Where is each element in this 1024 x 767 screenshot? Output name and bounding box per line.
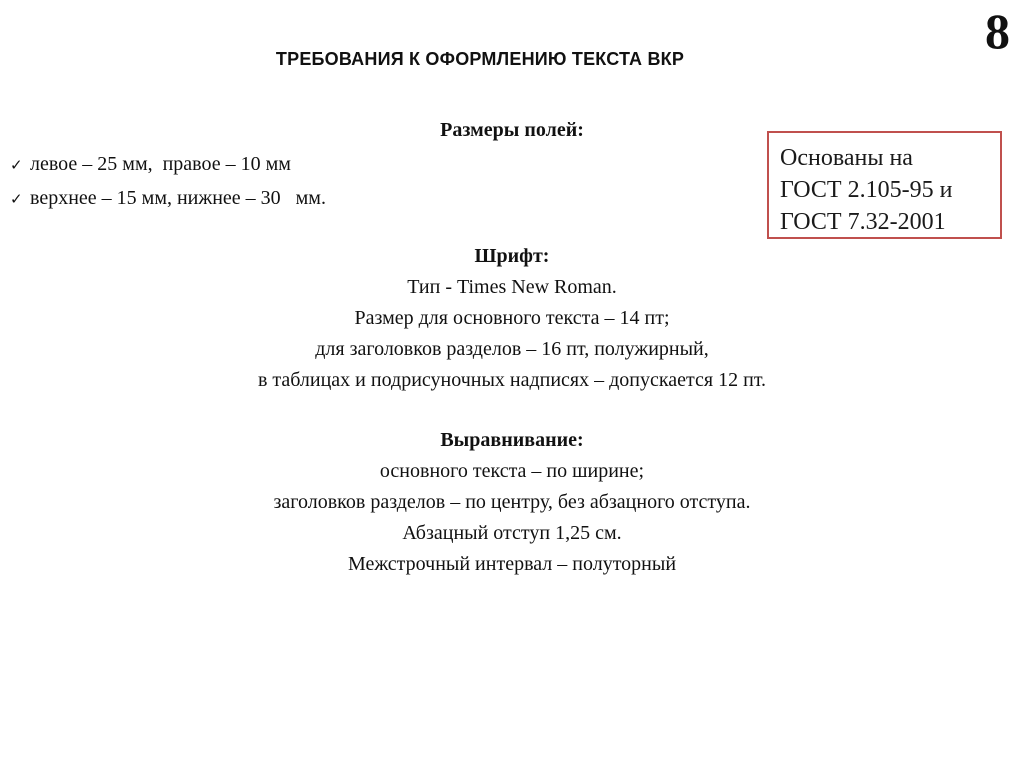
alignment-line: основного текста – по ширине; (379, 460, 645, 482)
page-title: ТРЕБОВАНИЯ К ОФОРМЛЕНИЮ ТЕКСТА ВКР (275, 49, 685, 69)
slide-number: 8 (985, 3, 1010, 59)
alignment-heading: Выравнивание: (440, 429, 584, 451)
gost-reference-box (767, 131, 1002, 239)
font-line: в таблицах и подрисуночных надписях – допускается 12 пт. (257, 369, 767, 391)
gost-box-line: ГОСТ 2.105-95 и (780, 177, 953, 203)
font-line: для заголовков разделов – 16 пт, полужирный, (315, 338, 709, 360)
gost-box-line: ГОСТ 7.32-2001 (780, 209, 946, 235)
list-item (10, 148, 326, 182)
margins-heading: Размеры полей: (440, 119, 584, 141)
font-line: Размер для основного текста – 14 пт; (354, 307, 670, 329)
gost-box-line: Основаны на (780, 145, 913, 171)
font-section (0, 241, 1024, 396)
margins-item-text: верхнее – 15 мм, нижнее – 30 мм. (30, 187, 326, 209)
margins-list (10, 148, 326, 216)
font-heading: Шрифт: (474, 245, 550, 267)
font-line: Тип - Times New Roman. (407, 276, 617, 298)
alignment-section (0, 425, 1024, 580)
alignment-line: Абзацный отступ 1,25 см. (402, 522, 622, 544)
list-item (10, 182, 326, 216)
checkmark-icon: ✓ (10, 156, 23, 174)
alignment-line: Межстрочный интервал – полуторный (347, 553, 677, 575)
checkmark-icon: ✓ (10, 190, 23, 208)
alignment-line: заголовков разделов – по центру, без абзацного отступа. (273, 491, 751, 513)
margins-item-text: левое – 25 мм, правое – 10 мм (30, 153, 291, 175)
